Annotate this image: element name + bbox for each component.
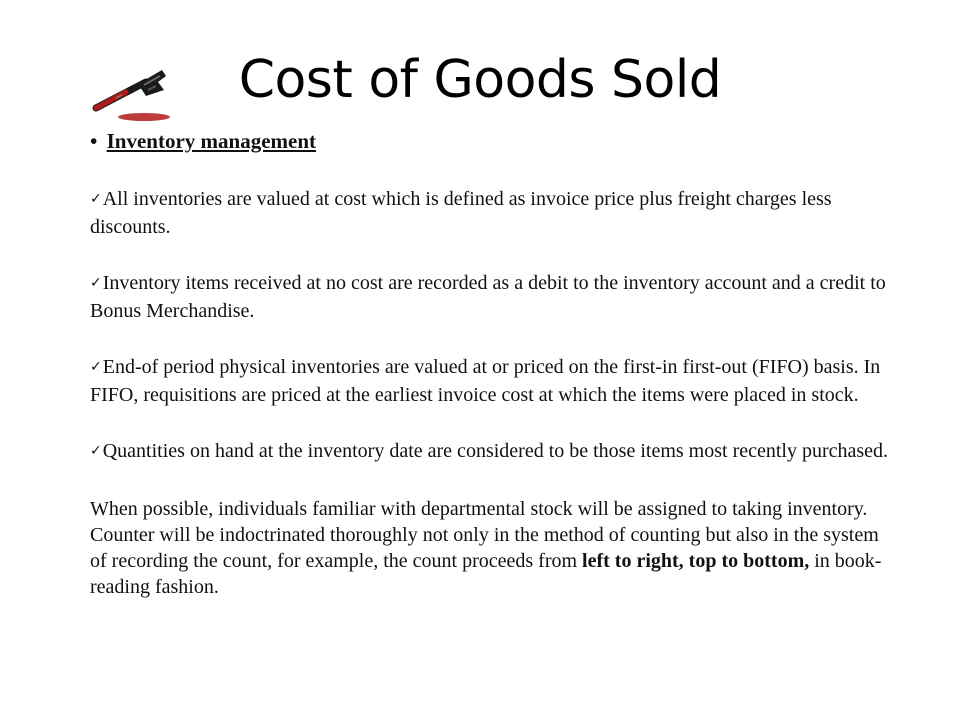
checklist-item xyxy=(90,186,890,240)
closing-emphasis: left to right, top to bottom, xyxy=(582,550,810,572)
checkmark-icon: ✓ xyxy=(90,359,102,375)
closing-text-before: When possible, individuals familiar with departmental stock will be assigned to taking inventory. Counter will be indoctrinated thoroughly not only in the method of counting but also in the system of recording the count, for example, the count proceeds from xyxy=(90,498,879,572)
checkmark-icon: ✓ xyxy=(90,443,102,459)
checkmark-icon: ✓ xyxy=(90,191,102,207)
checklist-item-text: End-of period physical inventories are valued at or priced on the first-in first-out (FIFO) basis. In FIFO, requisitions are priced at the earliest invoice cost at which the items were placed in stock. xyxy=(90,356,881,406)
section-heading: Inventory management xyxy=(106,129,317,153)
checklist-item-text: All inventories are valued at cost which is defined as invoice price plus freight charges less discounts. xyxy=(90,188,832,238)
checkmark-icon: ✓ xyxy=(90,275,102,291)
bullet-icon: • xyxy=(90,129,98,153)
section-heading-line xyxy=(90,126,890,156)
checklist-item xyxy=(90,270,890,324)
checklist-item-text: Quantities on hand at the inventory date are considered to be those items most recently purchased. xyxy=(102,440,889,462)
slide-title: Cost of Goods Sold xyxy=(238,50,722,110)
checklist-item xyxy=(90,438,890,466)
slide-body xyxy=(90,126,890,600)
closing-paragraph xyxy=(90,496,890,600)
checklist-item xyxy=(90,354,890,408)
closing-text-after: in book-reading fashion. xyxy=(90,550,882,598)
checklist-item-text: Inventory items received at no cost are recorded as a debit to the inventory account and a credit to Bonus Merchandise. xyxy=(90,272,886,322)
